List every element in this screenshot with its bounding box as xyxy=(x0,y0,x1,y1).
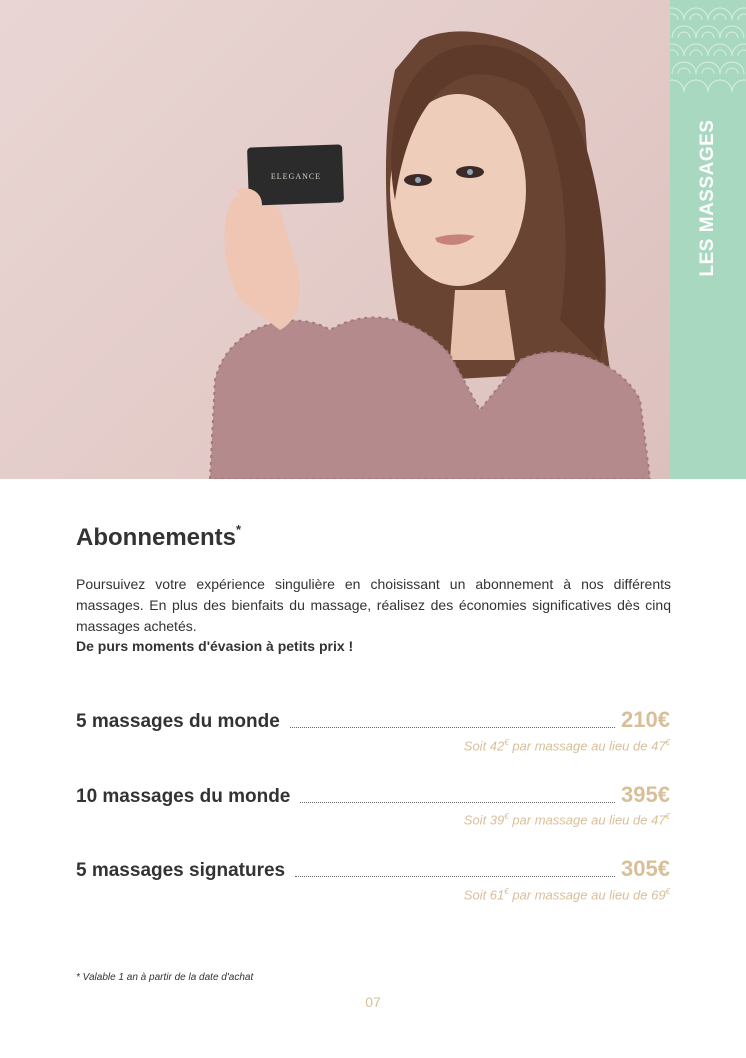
wave-pattern-icon xyxy=(670,0,746,110)
footnote: * Valable 1 an à partir de la date d'achat xyxy=(76,972,254,983)
title-asterisk: * xyxy=(236,522,242,537)
dotted-leader xyxy=(290,727,615,728)
currency-mark: € xyxy=(665,738,670,747)
offer-name: 10 massages du monde xyxy=(76,786,291,807)
section-side-tab xyxy=(670,0,746,479)
offer-note xyxy=(464,738,670,753)
offer-note xyxy=(464,812,670,827)
currency-mark: € xyxy=(504,887,509,896)
currency-mark: € xyxy=(504,738,509,747)
currency-mark: € xyxy=(665,812,670,821)
note-unit-price: Soit 61 xyxy=(463,887,505,903)
offer-price: 210€ xyxy=(621,707,670,732)
note-regular-price: par massage au lieu de 47 xyxy=(508,812,666,828)
currency-mark: € xyxy=(665,887,670,896)
section-tab-label: LES MASSAGES xyxy=(697,119,718,277)
note-unit-price: Soit 42 xyxy=(463,738,505,754)
offer-price: 305€ xyxy=(621,856,670,881)
page-title-text: Abonnements xyxy=(76,524,237,551)
note-regular-price: par massage au lieu de 69 xyxy=(508,887,666,903)
offer-note xyxy=(464,887,670,902)
page-number: 07 xyxy=(365,994,381,1010)
dotted-leader xyxy=(295,876,615,877)
note-regular-price: par massage au lieu de 47 xyxy=(508,738,666,754)
woman-holding-card-illustration xyxy=(0,0,670,479)
offer-price: 395€ xyxy=(621,782,670,807)
dotted-leader xyxy=(300,802,615,803)
offer-row xyxy=(76,709,670,733)
page-title xyxy=(76,524,241,552)
offer-row xyxy=(76,784,670,808)
intro-paragraph: Poursuivez votre expérience singulière en choisissant un abonnement à nos différents massages. En plus des bienfaits du massage, réalisez des économies significatives dès cinq massages achetés. xyxy=(76,576,671,634)
note-unit-price: Soit 39 xyxy=(463,812,505,828)
currency-mark: € xyxy=(504,812,509,821)
hero-photo xyxy=(0,0,670,479)
offer-row xyxy=(76,858,670,882)
offer-name: 5 massages signatures xyxy=(76,860,286,881)
intro-tagline: De purs moments d'évasion à petits prix ! xyxy=(76,638,354,654)
card-brand-text: ELEGANCE xyxy=(270,172,322,181)
offer-name: 5 massages du monde xyxy=(76,711,280,732)
